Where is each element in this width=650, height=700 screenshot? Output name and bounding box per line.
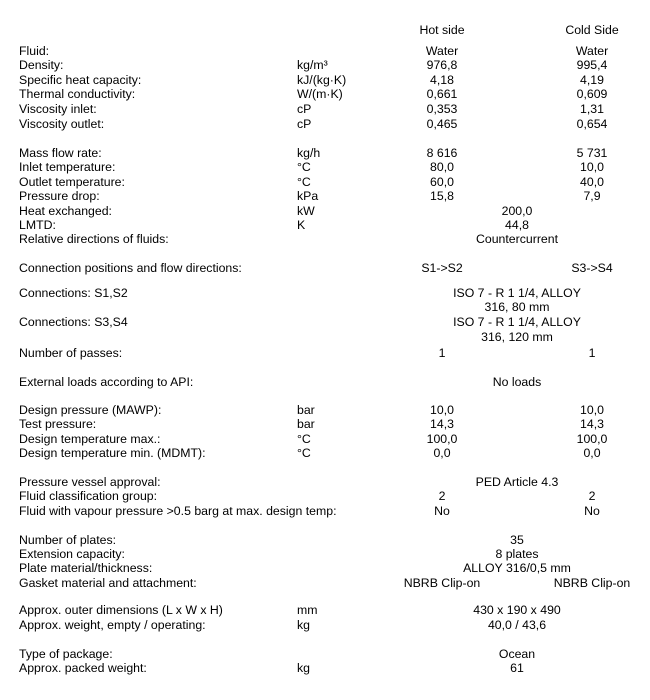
hot-side-value: 14,3	[430, 417, 454, 431]
row-unit: mm	[297, 603, 318, 617]
row-unit: kPa	[297, 189, 319, 203]
row-label: Density:	[19, 58, 64, 72]
row-label: Mass flow rate:	[19, 146, 102, 160]
cold-side-value: 2	[588, 489, 596, 503]
cold-side-value: 0,609	[576, 87, 608, 101]
row-label: Gasket material and attachment:	[19, 576, 197, 590]
row-unit: K	[297, 218, 306, 232]
row-unit: kg/h	[297, 146, 321, 160]
hot-side-value: 80,0	[430, 160, 454, 174]
row-label: Number of plates:	[19, 533, 117, 547]
row-unit: kg	[297, 661, 310, 675]
row-label: Viscosity outlet:	[19, 117, 105, 131]
cold-side-value: 10,0	[580, 403, 604, 417]
hot-side-value: 10,0	[430, 403, 454, 417]
cold-side-value: S3->S4	[571, 261, 613, 275]
hot-side-value: 0,0	[433, 446, 451, 460]
row-unit: bar	[297, 417, 315, 431]
row-label: Design temperature max.:	[19, 432, 161, 446]
row-label: Fluid classification group:	[19, 489, 158, 503]
hot-side-value: 8 616	[426, 146, 458, 160]
cold-side-value: 0,0	[583, 446, 601, 460]
row-unit: kg/m³	[297, 58, 328, 72]
row-unit: cP	[297, 117, 312, 131]
row-label: Plate material/thickness:	[19, 561, 153, 575]
row-label: Design pressure (MAWP):	[19, 403, 162, 417]
cold-side-value: Water	[575, 44, 609, 58]
row-label: Type of package:	[19, 647, 113, 661]
row-unit: °C	[297, 175, 311, 189]
row-label: Test pressure:	[19, 417, 97, 431]
row-unit: bar	[297, 403, 315, 417]
cold-side-value: 5 731	[576, 146, 608, 160]
shared-value: Countercurrent	[475, 232, 559, 246]
shared-value: ISO 7 - R 1 1/4, ALLOY	[453, 315, 581, 329]
cold-side-value: NBRB Clip-on	[553, 576, 631, 590]
row-label: Inlet temperature:	[19, 160, 116, 174]
shared-value: No loads	[492, 375, 542, 389]
row-label: Specific heat capacity:	[19, 73, 142, 87]
row-label: Thermal conductivity:	[19, 87, 136, 101]
row-unit: kJ/(kg·K)	[297, 73, 347, 87]
cold-side-value: 995,4	[576, 58, 608, 72]
cold-side-value: 4,19	[580, 73, 604, 87]
hot-side-value: NBRB Clip-on	[403, 576, 481, 590]
row-unit: °C	[297, 432, 311, 446]
row-label: Pressure vessel approval:	[19, 475, 161, 489]
hot-side-value: 1	[438, 346, 446, 360]
row-label: Approx. packed weight:	[19, 661, 147, 675]
cold-side-header: Cold Side	[565, 23, 619, 37]
cold-side-value: 0,654	[576, 117, 608, 131]
hot-side-value: S1->S2	[421, 261, 463, 275]
shared-value: 200,0	[501, 204, 533, 218]
row-label: Connections: S3,S4	[19, 315, 128, 329]
hot-side-value: 0,661	[426, 87, 458, 101]
shared-value: PED Article 4.3	[475, 475, 559, 489]
row-label: Outlet temperature:	[19, 175, 125, 189]
shared-value: 44,8	[505, 218, 529, 232]
row-label: Design temperature min. (MDMT):	[19, 446, 206, 460]
hot-side-value: No	[434, 504, 450, 518]
row-label: Connection positions and flow directions:	[19, 261, 242, 275]
shared-value: 40,0 / 43,6	[487, 618, 547, 632]
row-unit: W/(m·K)	[297, 87, 343, 101]
row-unit: °C	[297, 446, 311, 460]
row-label: Approx. outer dimensions (L x W x H)	[19, 603, 223, 617]
row-label: Connections: S1,S2	[19, 286, 128, 300]
row-label: LMTD:	[19, 218, 56, 232]
row-label: Fluid:	[19, 44, 50, 58]
row-label: Extension capacity:	[19, 547, 125, 561]
shared-value-line2: 316, 120 mm	[481, 330, 553, 344]
cold-side-value: 10,0	[580, 160, 604, 174]
cold-side-value: 100,0	[576, 432, 608, 446]
row-label: Approx. weight, empty / operating:	[19, 618, 206, 632]
hot-side-value: 0,353	[426, 102, 458, 116]
cold-side-value: 7,9	[583, 189, 601, 203]
cold-side-value: 1,31	[580, 102, 604, 116]
row-label: External loads according to API:	[19, 375, 194, 389]
shared-value: ALLOY 316/0,5 mm	[463, 561, 571, 575]
row-label: Pressure drop:	[19, 189, 100, 203]
row-label: Fluid with vapour pressure >0.5 barg at max. design temp:	[19, 504, 337, 518]
hot-side-value: 976,8	[426, 58, 458, 72]
shared-value: 430 x 190 x 490	[473, 603, 561, 617]
hot-side-value: Water	[425, 44, 459, 58]
hot-side-value: 15,8	[430, 189, 454, 203]
hot-side-value: 60,0	[430, 175, 454, 189]
cold-side-value: No	[584, 504, 600, 518]
cold-side-value: 40,0	[580, 175, 604, 189]
shared-value: Ocean	[498, 647, 536, 661]
hot-side-value: 0,465	[426, 117, 458, 131]
cold-side-value: 1	[588, 346, 596, 360]
hot-side-value: 100,0	[426, 432, 458, 446]
shared-value: ISO 7 - R 1 1/4, ALLOY	[453, 286, 581, 300]
row-unit: cP	[297, 102, 312, 116]
hot-side-value: 2	[438, 489, 446, 503]
cold-side-value: 14,3	[580, 417, 604, 431]
hot-side-value: 4,18	[430, 73, 454, 87]
row-label: Viscosity inlet:	[19, 102, 97, 116]
row-label: Relative directions of fluids:	[19, 232, 169, 246]
shared-value-line2: 316, 80 mm	[484, 300, 550, 314]
shared-value: 61	[510, 661, 524, 675]
row-label: Heat exchanged:	[19, 204, 112, 218]
shared-value: 35	[510, 533, 524, 547]
shared-value: 8 plates	[495, 547, 539, 561]
row-unit: kg	[297, 618, 310, 632]
row-unit: °C	[297, 160, 311, 174]
row-unit: kW	[297, 204, 315, 218]
row-label: Number of passes:	[19, 346, 123, 360]
hot-side-header: Hot side	[419, 23, 465, 37]
